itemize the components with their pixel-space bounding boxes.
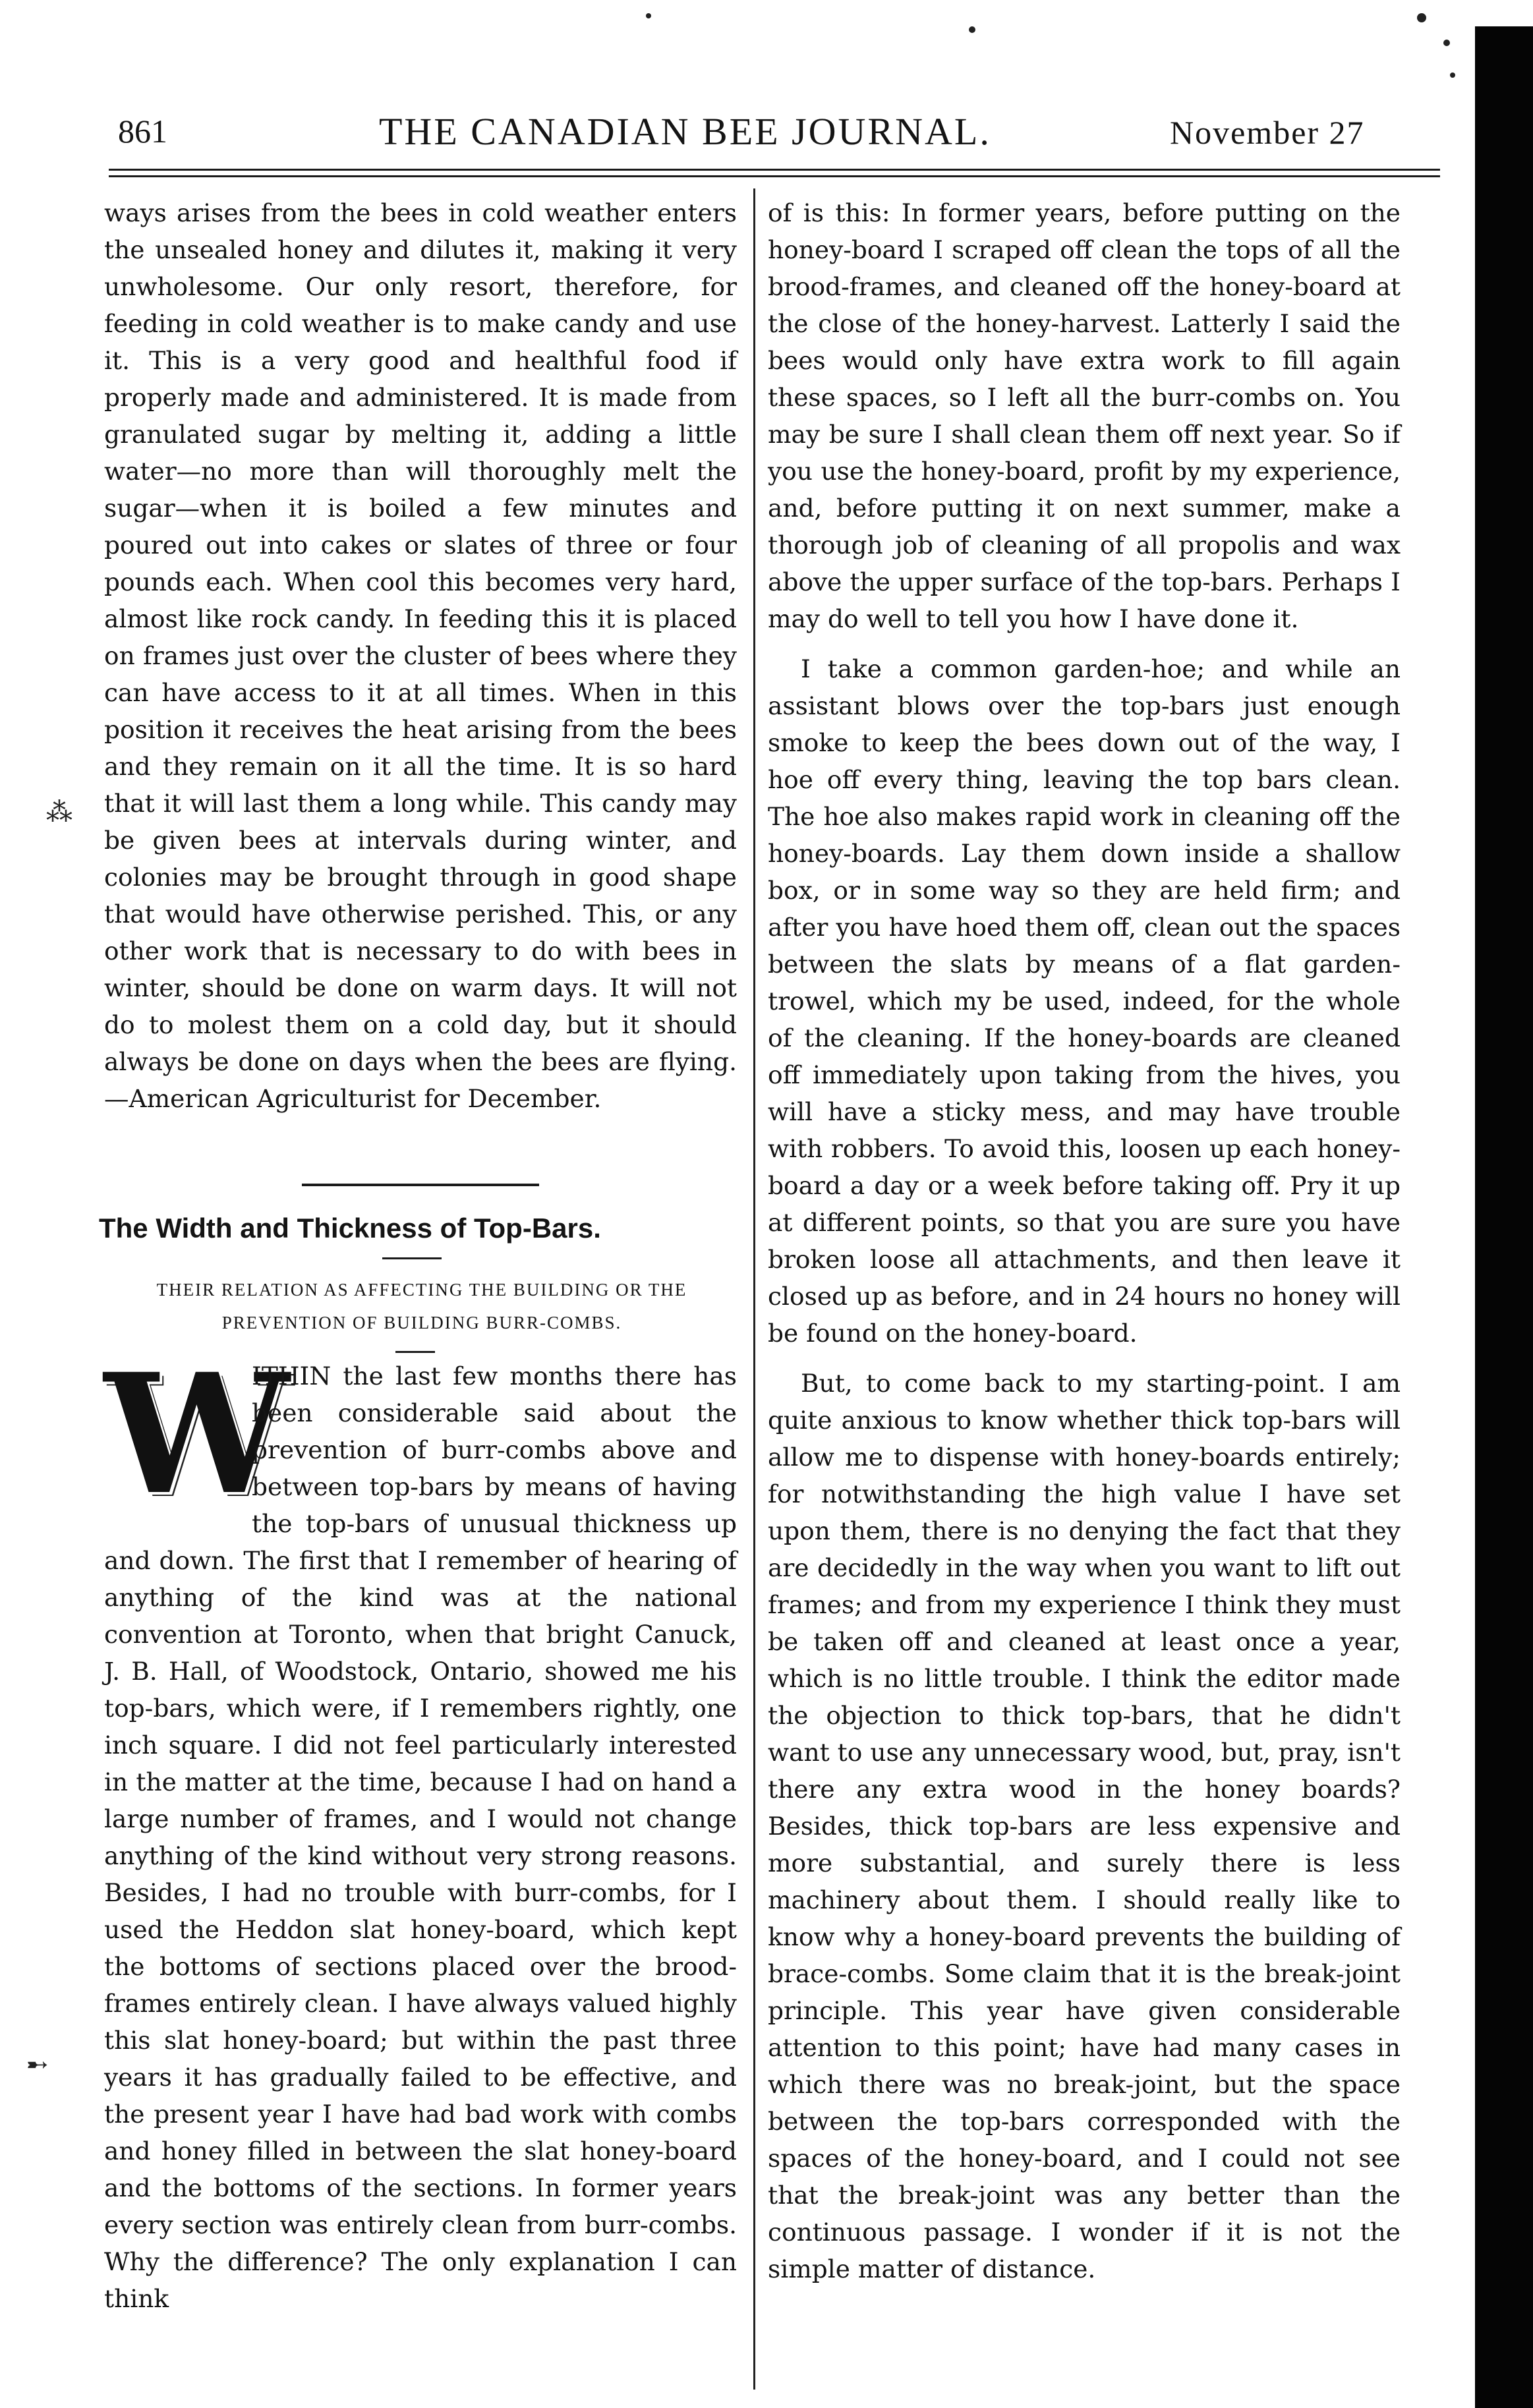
scan-speck [1417,13,1426,22]
article-title: The Width and Thickness of Top-Bars. [99,1213,601,1244]
scan-speck [1443,40,1450,46]
article-first-paragraph: ITHIN the last few months there has been considerable said about the prevention of burr-combs above and between top-bars by means of having the top-bars of unusual thickness up and down. The first that I remember of hearing of anything of the kind was at the national convention at Toronto, when that bright Canuck, J. B. Hall, of Woodstock, Ontario, showed me his top-bars, which were, if I remembers rightly, one inch square. I did not feel particularly interested in the matter at the time, because I had on hand a large number of frames, and I would not change anything of the kind without very strong reasons. Besides, I had no trouble with burr-combs, for I used the Heddon slat honey-board, which kept the bottoms of sections placed over the brood-frames entirely clean. I have always valued highly this slat honey-board; but within the past three years it has gradually failed to be effective, and the present year I have had bad work with combs and honey filled in between the slat honey-board and the bottoms of the sections. In former years every section was entirely clean from burr-combs. Why the difference? The only explanation I can think [104,1362,737,2313]
header-rule-bottom [109,175,1440,177]
left-column [104,194,737,1117]
issue-date: November 27 [1170,114,1365,151]
article-subtitle: THEIR RELATION AS AFFECTING THE BUILDING OR THE PREVENTION OF BUILDING BURR-COMBS. [156,1280,687,1333]
scan-edge-shadow [1475,26,1533,2408]
margin-smudge: ➸ [26,2050,49,2080]
page-number: 861 [118,113,167,150]
scan-speck [646,13,651,18]
right-column [768,194,1401,2287]
right-paragraph-2: I take a common garden-hoe; and while an assistant blows over the top-bars just enough smoke to keep the bees down out of the way, I hoe off every thing, leaving the top bars clean. The hoe also makes rapid work in cleaning off the honey-boards. Lay them down inside a shallow box, or in some way so they are held firm; and after you have hoed them off, clean out the spaces between the slats by means of a flat garden-trowel, which my be used, indeed, for the whole of the cleaning. If the honey-boards are cleaned off immediately upon taking from the hives, you will have a sticky mess, and may have trouble with robbers. To avoid this, loosen up each honey-board a day or a week before taking off. Pry it up at different points, so that you are sure you have broken loose all attachments, and then leave it closed up as before, and in 24 hours no honey will be found on the honey-board. [768,654,1401,1348]
column-divider [753,188,755,2390]
margin-smudge: ⁂ [46,797,72,828]
drop-cap-letter: W [104,1337,289,1531]
subtitle-rule [395,1351,435,1353]
ornament-rule [302,1184,539,1186]
right-paragraph-3: But, to come back to my starting-point. I am quite anxious to know whether thick top-bars will allow me to dispense with honey-boards entirely; for notwithstanding the high value I have set upon them, there is no denying the fact that they are decidedly in the way when you want to lift out frames; and from my experience I think they must be taken off and cleaned at least once a year, which is no little trouble. I think the editor made the objection to thick top-bars, that he didn't want to use any unnecessary wood, but, pray, isn't there any extra wood in the honey boards? Besides, thick top-bars are less expensive and more substantial, and surely there is less machinery about them. I should really like to know why a honey-board prevents the building of brace-combs. Some claim that it is the break-joint principle. This year have given considerable attention to this point; have had many cases in which there was no break-joint, but the space between the top-bars corresponded with the spaces of the honey-board, and I could not see that the break-joint was any better than the continuous passage. I wonder if it is not the simple matter of distance. [768,1369,1401,2283]
scan-speck [969,26,975,33]
right-paragraph-1: of is this: In former years, before putting on the honey-board I scraped off clean the tops of all the brood-frames, and cleaned off the honey-board at the close of the honey-harvest. Latterly I said the bees would only have extra work to fill again these spaces, so I left all the burr-combs on. You may be sure I shall clean them off next year. So if you use the honey-board, profit by my experience, and, before putting it on next summer, make a thorough job of cleaning of all propolis and wax above the upper surface of the top-bars. Perhaps I may do well to tell you how I have done it. [768,198,1401,633]
page-header [109,105,1440,165]
article-body-left [104,1337,737,2317]
scan-speck [1450,72,1455,78]
journal-title: THE CANADIAN BEE JOURNAL. [379,110,991,153]
header-rule-top [109,169,1440,171]
title-rule [382,1257,442,1259]
candy-feeding-paragraph: ways arises from the bees in cold weather enters the unsealed honey and dilutes it, making it very unwholesome. Our only resort, therefore, for feeding in cold weather is to make candy and use it. This is a very good and healthful food if properly made and administered. It is made from granulated sugar by melting it, adding a little water—no more than will thoroughly melt the sugar—when it is boiled a few minutes and poured out into cakes or slates of three or four pounds each. When cool this becomes very hard, almost like rock candy. In feeding this it is placed on frames just over the cluster of bees where they can have access to it at all times. When in this position it receives the heat arising from the bees and they remain on it all the time. It is so hard that it will last them a long while. This candy may be given bees at intervals during winter, and colonies may be brought through in good shape that would have otherwise perished. This, or any other work that is necessary to do with bees in winter, should be done on warm days. It will not do to molest them on a cold day, but it should always be done on days when the bees are flying.—American Agriculturist for December. [104,198,737,1113]
section-ornament [104,1174,737,1194]
